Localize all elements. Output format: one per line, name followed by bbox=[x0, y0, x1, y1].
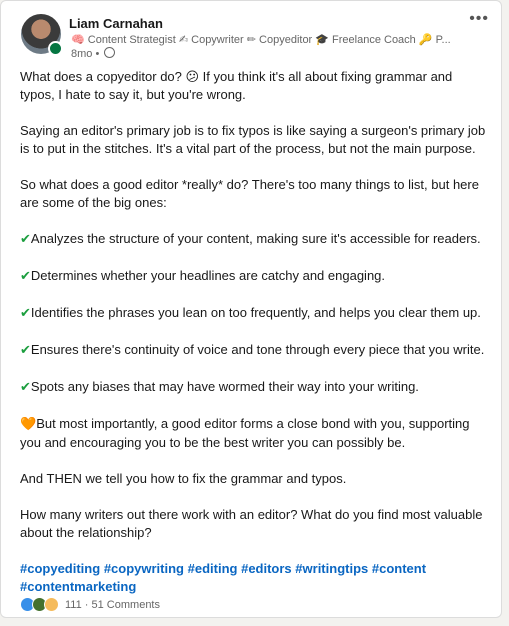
author-headline: 🧠 Content Strategist ✍ Copywriter ✏ Copyeditor 🎓 Freelance Coach 🔑 P... bbox=[71, 34, 451, 46]
check-icon: ✔ bbox=[20, 306, 31, 321]
hashtag-link[interactable]: #editing bbox=[187, 561, 238, 576]
online-status-icon bbox=[48, 41, 63, 56]
hashtag-link[interactable]: #editors bbox=[241, 561, 292, 576]
check-icon: ✔ bbox=[20, 232, 31, 247]
post-time: 8mo • bbox=[71, 48, 100, 60]
social-counts bbox=[20, 597, 160, 612]
check-icon: ✔ bbox=[20, 380, 31, 395]
paragraph: Saying an editor's primary job is to fix typos is like saying a surgeon's primary job is to put in the stitches. It's a vital part of the process, but not the main purpose. bbox=[20, 123, 486, 156]
check-item: ✔Analyzes the structure of your content, making sure it's accessible for readers. bbox=[20, 231, 481, 247]
paragraph: So what does a good editor *really* do? There's too many things to list, but here are some of the big ones: bbox=[20, 177, 479, 210]
insightful-reaction-icon bbox=[44, 597, 59, 612]
comments-count[interactable]: 51 Comments bbox=[91, 598, 160, 611]
hashtag-link[interactable]: #contentmarketing bbox=[20, 579, 137, 594]
author-name[interactable]: Liam Carnahan bbox=[69, 16, 163, 31]
post-body bbox=[20, 68, 490, 614]
post-header bbox=[21, 10, 489, 64]
check-item: ✔Identifies the phrases you lean on too frequently, and helps you clear them up. bbox=[20, 305, 481, 321]
paragraph: What does a copyeditor do? 😕 If you think it's all about fixing grammar and typos, I hate to say it, but you're wrong. bbox=[20, 69, 453, 102]
hashtags bbox=[20, 560, 490, 596]
check-item: ✔Spots any biases that may have wormed their way into your writing. bbox=[20, 379, 419, 395]
check-icon: ✔ bbox=[20, 269, 31, 284]
hashtag-link[interactable]: #content bbox=[371, 561, 427, 576]
more-options-button[interactable]: ••• bbox=[469, 10, 489, 27]
check-item: ✔Ensures there's continuity of voice and tone through every piece that you write. bbox=[20, 342, 485, 358]
paragraph: And THEN we tell you how to fix the grammar and typos. bbox=[20, 471, 347, 486]
reaction-count[interactable]: 111 · 51 Comments bbox=[65, 598, 160, 611]
paragraph: 🧡But most importantly, a good editor forms a close bond with you, supporting you and encouraging you to be the best writer you can possibly be. bbox=[20, 416, 470, 450]
heart-icon: 🧡 bbox=[20, 417, 37, 432]
hashtag-link[interactable]: #writingtips bbox=[295, 561, 369, 576]
hashtag-link[interactable]: #copywriting bbox=[103, 561, 184, 576]
paragraph: How many writers out there work with an editor? What do you find most valuable about the relationship? bbox=[20, 507, 483, 540]
globe-icon bbox=[104, 47, 115, 58]
post-meta bbox=[71, 47, 115, 60]
hashtag-link[interactable]: #copyediting bbox=[20, 561, 101, 576]
check-icon: ✔ bbox=[20, 343, 31, 358]
author-avatar[interactable] bbox=[21, 14, 61, 54]
check-item: ✔Determines whether your headlines are catchy and engaging. bbox=[20, 268, 386, 284]
